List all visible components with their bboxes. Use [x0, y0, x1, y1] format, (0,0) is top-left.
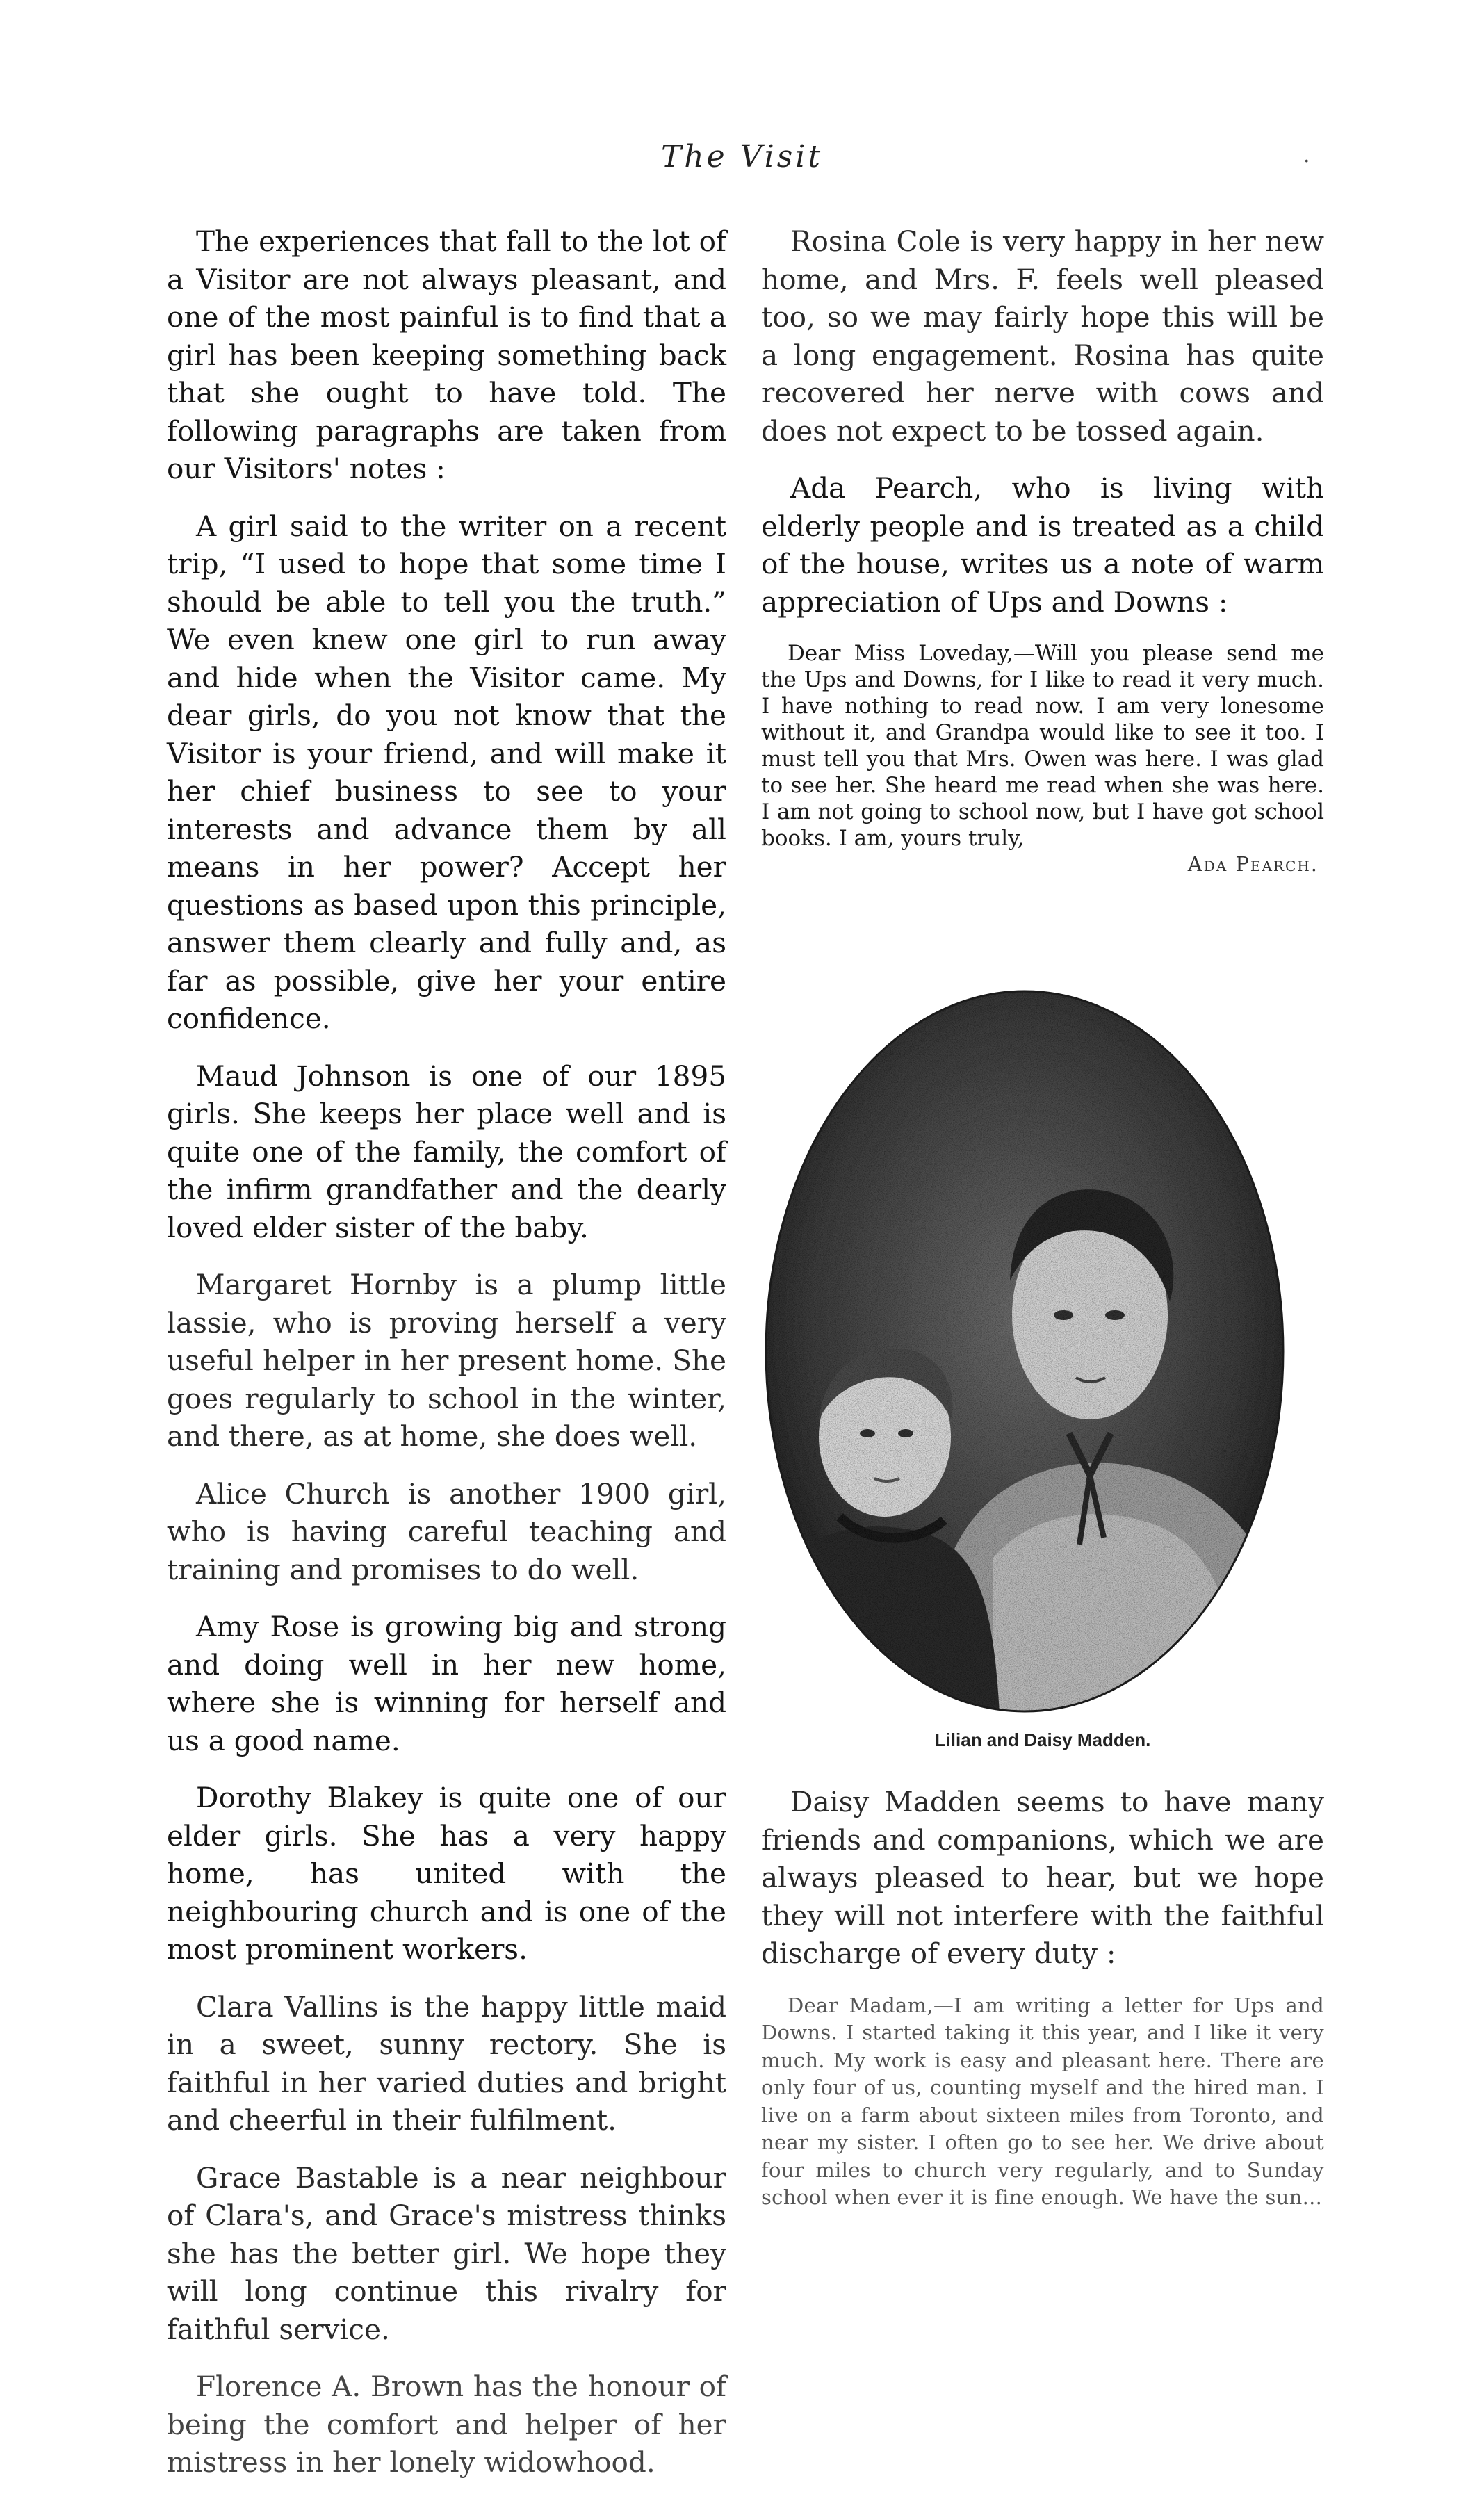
photograph-image — [763, 988, 1286, 1714]
photo-caption: Lilian and Daisy Madden. — [934, 1729, 1151, 1750]
paragraph-maud-johnson: Maud Johnson is one of our 1895 girls. She keeps her place well and is quite one of the family, the comfort of the infirm grandfather and the dearly loved elder sister of the baby. — [167, 1059, 726, 1244]
letter-ada-pearch: Dear Miss Loveday,—Will you please send me the Ups and Downs, for I like to read it very much. I have nothing to read now. I am very lonesome without it, and Grandpa would like to see it too. I must tell you that Mrs. Owen was here. I was glad to see her. She heard me read when she was here. I am not going to school now, but I have got school books. I am, yours truly, — [761, 641, 1324, 851]
paragraph-alice-church: Alice Church is another 1900 girl, who is having careful teaching and training and promises to do well. — [167, 1476, 726, 1586]
paragraph-margaret-hornby: Margaret Hornby is a plump little lassie, who is proving herself a very useful helper in her present home. She goes regularly to school in the winter, and there, as at home, she does well. — [167, 1268, 726, 1453]
letter-signature: Ada Pearch. — [1187, 852, 1319, 876]
paragraph-ada-pearch: Ada Pearch, who is living with elderly people and is treated as a child of the house, writes us a note of warm appreciation of Ups and Downs : — [761, 471, 1324, 619]
paragraph-florence-brown: Florence A. Brown has the honour of being the comfort and helper of her mistress in her lonely widowhood. — [167, 2370, 726, 2479]
paragraph-daisy-madden: Daisy Madden seems to have many friends and companions, which we are always pleased to hear, but we hope they will not interfere with the faithful discharge of every duty : — [761, 1785, 1324, 1970]
oval-photograph — [763, 988, 1286, 1714]
running-header: The Visit — [660, 139, 824, 174]
paragraph-grace-bastable: Grace Bastable is a near neighbour of Clara's, and Grace's mistress thinks she has the better girl. We hope they will long continue this rivalry for faithful service. — [167, 2160, 726, 2346]
right-column-lower — [761, 1783, 1324, 2212]
paragraph-clara-vallins: Clara Vallins is the happy little maid in a sweet, sunny rectory. She is faithful in her varied duties and bright and cheerful in their fulfilment. — [167, 1989, 726, 2137]
right-column — [761, 222, 1324, 877]
paragraph-rosina-cole: Rosina Cole is very happy in her new home, and Mrs. F. feels well pleased too, so we may fairly hope this will be a long engagement. Rosina has quite recovered her nerve with cows and does not expect to be tossed again. — [761, 225, 1324, 448]
left-column — [167, 222, 726, 2501]
paragraph-visitors-intro: The experiences that fall to the lot of a Visitor are not always pleasant, and one of the most painful is to find that a girl has been keeping something back that she ought to have told. The following paragraphs are taken from our Visitors' notes : — [167, 225, 726, 485]
paragraph-confidence: A girl said to the writer on a recent trip, “I used to hope that some time I should be able to tell you the truth.” We even knew one girl to run away and hide when the Visitor came. My dear girls, do you not know that the Visitor is your friend, and will make it her chief business to see to your interests and advance them by all means in her power? Accept her questions as based upon this principle, answer them clearly and fully and, as far as possible, give her your entire confidence. — [167, 509, 726, 1035]
letter-daisy-madden: Dear Madam,—I am writing a letter for Ups and Downs. I started taking it this year, and I like it very much. My work is easy and pleasant here. There are only four of us, counting myself and the hired man. I live on a farm about sixteen miles from Toronto, and near my sister. I often go to see her. We drive about four miles to church very regularly, and to Sunday school when ever it is fine enough. We have the sun... — [761, 1993, 1324, 2209]
paragraph-amy-rose: Amy Rose is growing big and strong and doing well in her new home, where she is winning for herself and us a good name. — [167, 1610, 726, 1757]
paragraph-dorothy-blakey: Dorothy Blakey is quite one of our elder girls. She has a very happy home, has united with the neighbouring church and is one of the most prominent workers. — [167, 1781, 726, 1966]
header-mark: · — [1303, 149, 1310, 174]
